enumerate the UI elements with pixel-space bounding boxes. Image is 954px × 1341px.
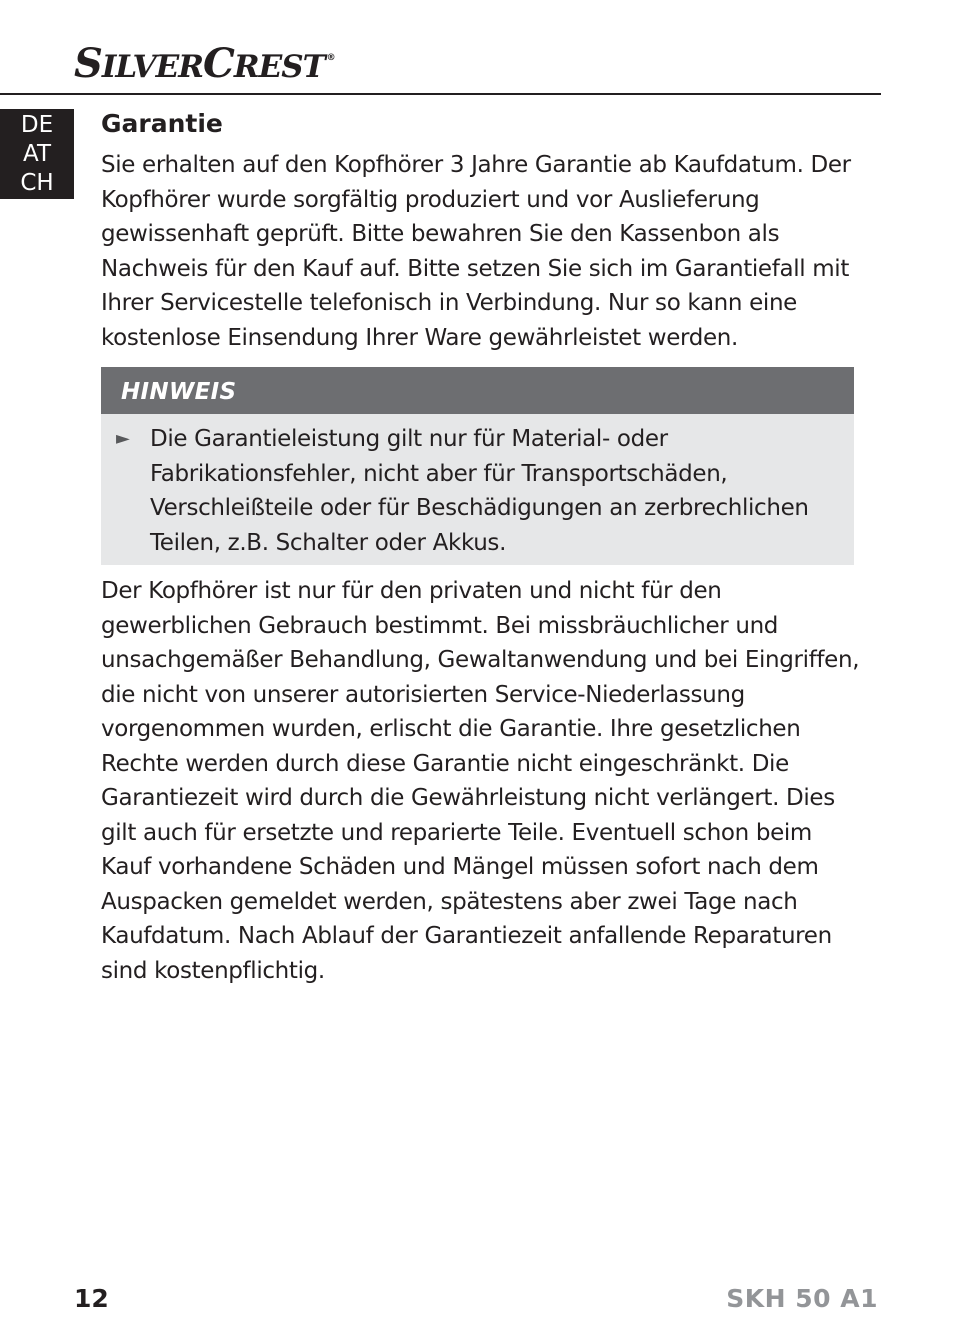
- language-tab: [0, 109, 74, 199]
- logo-letter-s: S: [74, 40, 102, 87]
- section-title: Garantie: [101, 109, 223, 138]
- body-paragraph: Der Kopfhörer ist nur für den privaten und nicht für den gewerblichen Gebrauch bestimmt. Bei missbräuchlicher und unsachgemäßer Behandlung, Gewaltanwendung und bei Eingriffen, die nicht von unserer autorisierten Service-Niederlassung vorgenommen wurden, erlischt die Garantie. Ihre gesetzlichen Rechte werden durch diese Garantie nicht eingeschränkt. Die Garantiezeit wird durch die Gewährleistung nicht verlängert. Dies gilt auch für ersetzte und reparierte Teile. Eventuell schon beim Kauf vorhandene Schäden und Mängel müssen sofort nach dem Auspacken gemeldet werden, spätestens aber zwei Tage nach Kaufdatum. Nach Ablauf der Garantiezeit anfallende Reparaturen sind kostenpflichtig.: [101, 578, 860, 984]
- language-code-at: AT: [23, 141, 51, 167]
- model-number: SKH 50 A1: [726, 1284, 878, 1313]
- note-text: Die Garantieleistung gilt nur für Material- oder Fabrikationsfehler, nicht aber für Transportschäden, Verschleißteile oder für Beschädigungen an zerbrechlichen Teilen, z.B. Schalter oder Akkus.: [150, 426, 809, 556]
- intro-paragraph: Sie erhalten auf den Kopfhörer 3 Jahre Garantie ab Kaufdatum. Der Kopfhörer wurde sorgfältig produziert und vor Auslieferung gewissenhaft geprüft. Bitte bewahren Sie den Kassenbon als Nachweis für den Kauf auf. Bitte setzen Sie sich im Garantiefall mit Ihrer Servicestelle telefonisch in Verbindung. Nur so kann eine kostenlose Einsendung Ihrer Ware gewährleistet werden.: [101, 152, 851, 351]
- logo-letters-rest: REST: [233, 49, 325, 85]
- logo-letters-ilver: ILVER: [101, 49, 203, 85]
- note-box: [101, 367, 854, 565]
- arrow-bullet-icon: ►: [116, 428, 130, 449]
- language-code-de: DE: [20, 112, 54, 138]
- logo-letter-c: C: [202, 40, 234, 87]
- main-content: [101, 106, 861, 988]
- language-code-ch: CH: [20, 170, 54, 196]
- registered-mark: ®: [326, 53, 336, 63]
- page-number: 12: [74, 1284, 109, 1313]
- note-body: [101, 414, 854, 565]
- note-heading: HINWEIS: [101, 367, 854, 414]
- header-divider: [0, 93, 881, 95]
- silvercrest-logo: [74, 40, 336, 87]
